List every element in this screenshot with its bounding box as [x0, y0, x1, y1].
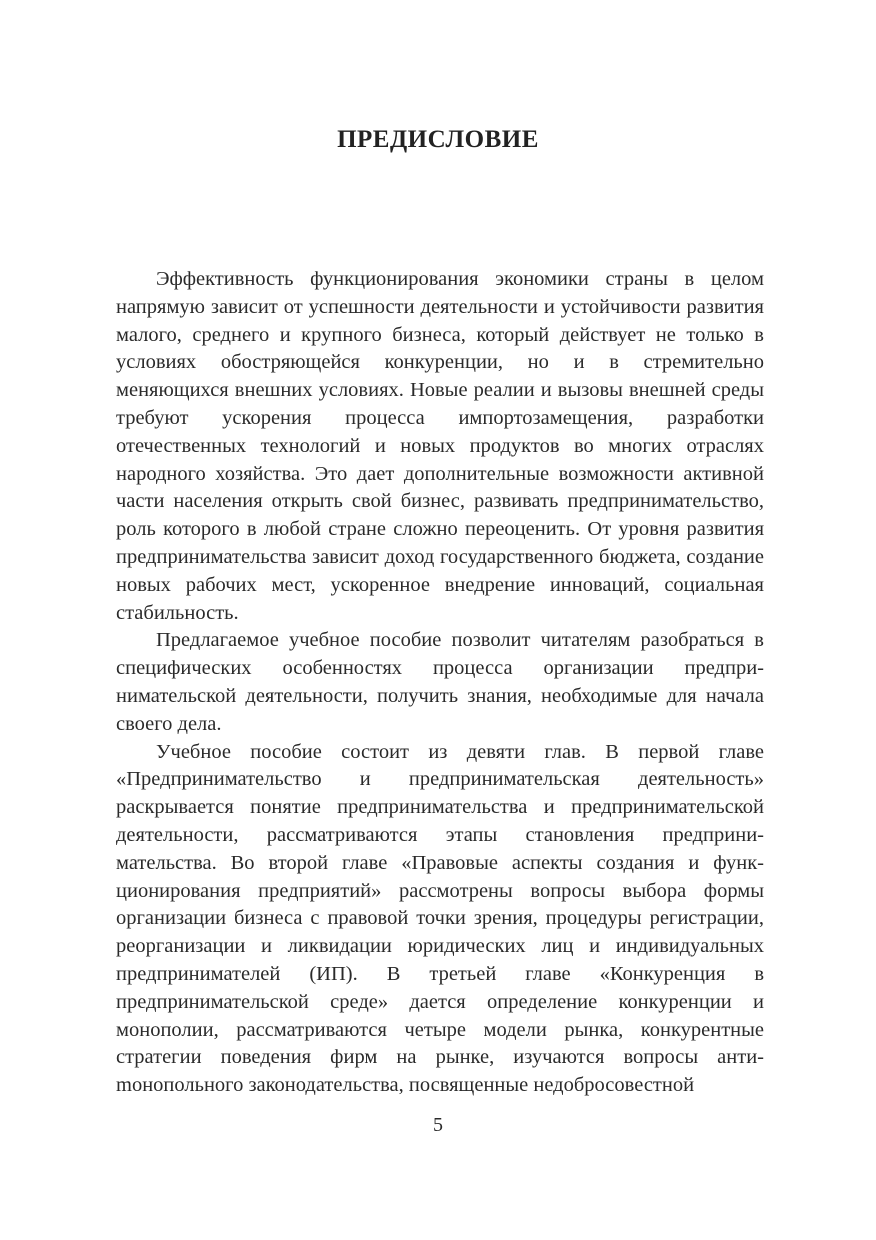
page-title: ПРЕДИСЛОВИЕ	[337, 126, 539, 153]
paragraph-1: Эффективность функционирования экономики страны в целом напрямую зависит от успешности деятельности и устойчивости развития малого, среднего и крупного бизнеса, который действует не только в условиях обостряющейся конкуренции, но и в стремительно меняющихся внешних условиях. Новые реалии и вызовы внешней среды требуют ускорения процесса импортозамещения, разработки отечественных технологий и новых продуктов во многих отраслях народного хозяйства. Это дает дополнительные возможности активной части населения открыть свой бизнес, развивать предпринимательство, роль которого в любой стране сложно переоценить. От уровня развития предпринимательства зависит доход государственного бюджета, создание новых рабочих мест, ускоренное внедрение инноваций, социальная стабильность.	[116, 268, 764, 624]
page-number: 5	[433, 1114, 443, 1136]
paragraph-3: Учебное пособие состоит из девяти глав. В первой главе «Предпринимательство и предпринимательская деятельность» раскрывается понятие предпринимательства и предпринимательской деятельности, рассматриваются этапы становления предпринимательства. Во второй главе «Правовые аспекты создания и функционирования предприятий» рассмотрены вопросы выбора формы организации бизнеса с правовой точки зрения, процедуры регистрации, реорганизации и ликвидации юридических лиц и индивидуальных предпринимателей (ИП). В третьей главе «Конкуренция в предпринимательской среде» дается определение конкуренции и монополии, рассматриваются четыре модели рынка, конкурентные стратегии поведения фирм на рынке, изучаются вопросы антиmонопольного законодательства, посвященные недобросовестной	[116, 740, 764, 1097]
paragraph-2: Предлагаемое учебное пособие позволит читателям разобраться в специфических особенностях процесса организации предпринимательской деятельности, получить знания, необходимые для начала своего дела.	[116, 629, 764, 735]
body-text	[116, 266, 764, 1100]
